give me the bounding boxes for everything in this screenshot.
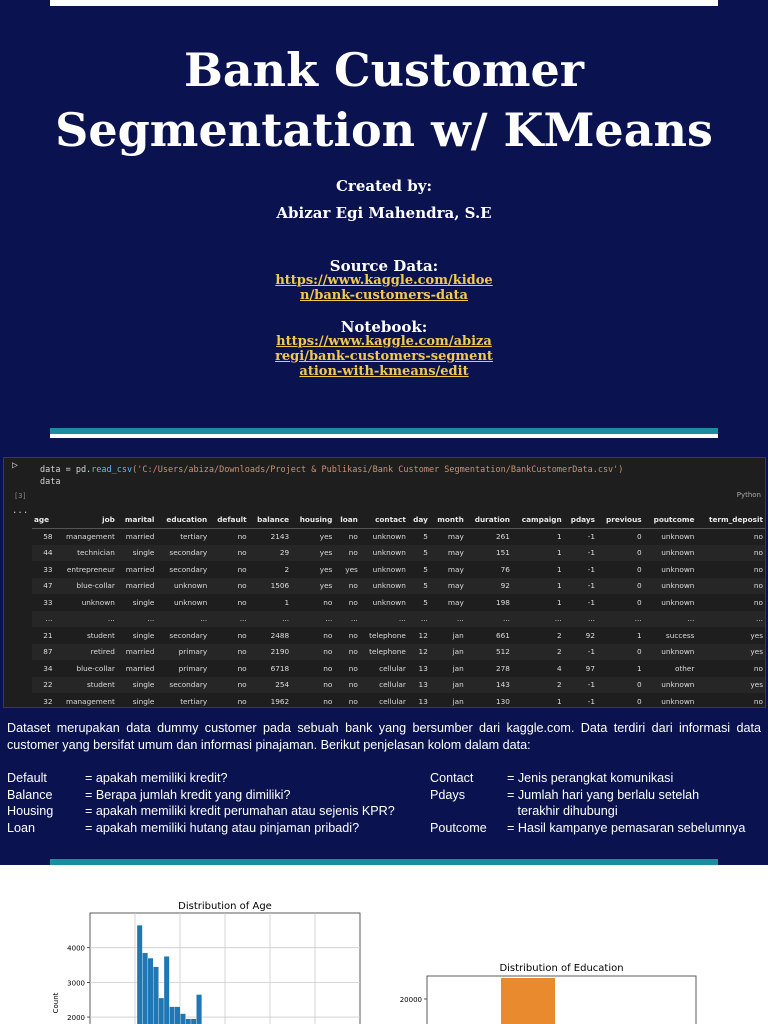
table-cell: 4 — [557, 663, 562, 673]
table-cell: 12 — [408, 644, 430, 661]
source-link-line-2[interactable]: n/bank-customers-data — [300, 288, 468, 303]
definition-item — [7, 803, 395, 820]
definition-value: = apakah memiliki kredit? — [85, 771, 228, 785]
table-cell: unknown — [174, 597, 208, 607]
table-cell: tertiary — [180, 532, 208, 541]
table-cell: yes — [319, 564, 333, 574]
table-cell: ... — [360, 611, 408, 628]
table-cell: 5 — [423, 597, 428, 607]
table-cell: no — [209, 545, 248, 562]
table-cell: cellular — [360, 677, 408, 694]
table-cell: no — [696, 545, 765, 562]
bar — [191, 1019, 196, 1024]
author-name: Abizar Egi Mahendra, S.E — [276, 204, 492, 222]
bar — [137, 925, 142, 1024]
table-cell: blue-collar — [76, 663, 115, 673]
table-cell: no — [237, 630, 247, 640]
table-cell: -1 — [564, 677, 597, 694]
table-cell: 0 — [636, 696, 642, 706]
table-cell: ... — [564, 611, 597, 628]
definition-value: = Jumlah hari yang berlalu setelah terakhir dihubungi — [507, 787, 700, 818]
table-cell: 13 — [418, 663, 428, 673]
table-cell: ... — [644, 611, 697, 628]
table-row — [32, 677, 765, 694]
table-cell: yes — [319, 532, 333, 541]
column-header-contact: contact — [360, 512, 408, 528]
age-distribution-chart — [0, 865, 400, 1024]
table-cell: 5 — [408, 545, 430, 562]
table-cell: management — [65, 532, 115, 541]
table-cell: jan — [430, 677, 466, 694]
table-cell: 2143 — [270, 532, 290, 541]
table-cell: no — [291, 644, 334, 661]
table-row — [32, 528, 765, 545]
code-string: ('C:/Users/abiza/Downloads/Project & Publikasi/Bank Customer Segmentation/BankCustomerData.csv') — [132, 465, 624, 475]
y-tick-label: 2000 — [67, 1014, 85, 1023]
table-cell: ... — [696, 611, 765, 628]
created-by-label: Created by: — [335, 177, 433, 195]
definition-key: Poutcome — [430, 820, 487, 835]
column-header-poutcome: poutcome — [644, 512, 697, 528]
definition-key: Housing — [7, 804, 54, 818]
table-cell: 92 — [585, 630, 595, 640]
table-cell: may — [447, 532, 464, 541]
table-cell: unknown — [661, 532, 695, 541]
definition-value: = apakah memiliki hutang atau pinjaman pribadi? — [85, 820, 360, 835]
table-cell: unknown — [644, 644, 697, 661]
table-row — [32, 627, 765, 644]
table-cell: 76 — [500, 564, 510, 574]
table-cell: married — [117, 644, 157, 661]
title-line-2: Segmentation w/ KMeans — [55, 103, 713, 157]
table-cell: 13 — [408, 677, 430, 694]
table-cell: ... — [430, 611, 466, 628]
column-header-pdays: pdays — [564, 512, 597, 528]
table-cell: ... — [512, 611, 564, 628]
definition-item — [430, 820, 768, 837]
bar — [153, 967, 158, 1024]
column-header-housing: housing — [291, 512, 334, 528]
notebook-label: Notebook: — [340, 318, 428, 336]
table-cell: 0 — [636, 532, 642, 541]
table-cell: married — [125, 564, 155, 574]
table-cell: no — [753, 696, 763, 706]
table-cell: yes — [345, 564, 358, 574]
code-function: read_csv — [91, 465, 133, 475]
table-cell: ... — [117, 611, 157, 628]
table-cell: 2488 — [270, 630, 290, 640]
table-cell: 151 — [466, 545, 512, 562]
table-cell: 33 — [43, 597, 53, 607]
table-cell: 1506 — [249, 578, 291, 595]
table-cell: unknown — [661, 597, 695, 607]
table-cell: secondary — [156, 677, 209, 694]
table-cell: secondary — [169, 564, 208, 574]
table-cell: 21 — [43, 630, 53, 640]
table-cell: no — [323, 630, 333, 640]
column-header-day: day — [408, 512, 430, 528]
column-header-marital: marital — [117, 512, 157, 528]
table-cell: 2 — [512, 677, 564, 694]
table-cell: 13 — [418, 696, 428, 706]
column-header-duration: duration — [466, 512, 512, 528]
code-block — [40, 464, 623, 488]
table-cell: success — [665, 630, 695, 640]
bar — [186, 1019, 191, 1024]
table-cell: may — [430, 578, 466, 595]
table-cell: 1 — [284, 597, 290, 607]
table-cell: 254 — [249, 677, 291, 694]
table-cell: blue-collar — [55, 578, 117, 595]
table-cell: 0 — [636, 564, 642, 574]
column-header-previous: previous — [597, 512, 644, 528]
table-cell: 1 — [557, 696, 562, 706]
column-header-default: default — [209, 512, 248, 528]
code-text: data = pd. — [40, 465, 92, 475]
table-cell: 261 — [495, 532, 510, 541]
table-cell: secondary — [156, 545, 209, 562]
column-header-loan: loan — [334, 512, 360, 528]
table-cell: no — [323, 597, 333, 607]
bar — [196, 995, 201, 1024]
table-cell: married — [125, 663, 155, 673]
table-cell: 5 — [423, 564, 428, 574]
table-cell: no — [237, 663, 247, 673]
table-row — [32, 611, 765, 628]
table-cell: unknown — [156, 578, 209, 595]
table-cell: ... — [597, 611, 644, 628]
table-cell: yes — [291, 578, 334, 595]
table-cell: student — [86, 630, 115, 640]
table-cell: -1 — [587, 597, 595, 607]
table-cell: unknown — [372, 597, 406, 607]
table-header-row — [32, 512, 765, 528]
table-cell: no — [334, 677, 360, 694]
table-cell: 2 — [512, 644, 564, 661]
table-row — [32, 561, 765, 578]
notebook-link-line-2[interactable]: regi/bank-customers-segment — [275, 349, 493, 364]
table-cell: no — [323, 663, 333, 673]
table-cell: 2 — [284, 564, 290, 574]
table-cell: no — [209, 677, 248, 694]
y-axis-label: Count — [52, 992, 60, 1014]
table-cell: primary — [156, 644, 209, 661]
notebook-link-line-1[interactable]: https://www.kaggle.com/abiza — [276, 334, 492, 349]
table-cell: ... — [291, 611, 334, 628]
table-cell: 32 — [43, 696, 53, 706]
plot-area — [427, 976, 696, 1024]
table-cell: 1 — [557, 532, 562, 541]
column-header-balance: balance — [249, 512, 291, 528]
table-row — [32, 545, 765, 562]
table-cell: telephone — [369, 630, 406, 640]
table-cell: 1 — [636, 630, 642, 640]
table-cell: unknown — [644, 578, 697, 595]
table-cell: -1 — [564, 545, 597, 562]
definition-item — [7, 787, 367, 804]
y-tick-label: 3000 — [67, 979, 85, 988]
table-cell: ... — [466, 611, 512, 628]
table-cell: unknown — [661, 696, 695, 706]
table-cell: 512 — [466, 644, 512, 661]
table-row — [32, 578, 765, 595]
table-cell: -1 — [587, 696, 595, 706]
table-cell: -1 — [564, 578, 597, 595]
table-cell: 0 — [597, 644, 644, 661]
table-cell: telephone — [360, 644, 408, 661]
definition-key: Pdays — [430, 787, 466, 802]
table-cell: no — [323, 696, 333, 706]
table-cell: no — [334, 578, 360, 595]
table-row — [32, 644, 765, 661]
bar — [175, 1007, 180, 1024]
table-cell: single — [117, 545, 157, 562]
table-cell: 1 — [557, 597, 562, 607]
table-cell: 1 — [512, 578, 564, 595]
table-cell: no — [348, 532, 358, 541]
table-cell: unknown — [360, 545, 408, 562]
table-cell: yes — [750, 630, 763, 640]
notebook-link[interactable] — [0, 334, 768, 379]
table-cell: single — [132, 630, 155, 640]
table-cell: retired — [55, 644, 117, 661]
table-cell: may — [430, 545, 466, 562]
cell-index: [3] — [14, 492, 27, 500]
definition-value: = Berapa jumlah kredit yang dimiliki? — [85, 787, 291, 802]
title-line-1: Bank Customer — [183, 43, 585, 97]
table-cell: tertiary — [180, 696, 208, 706]
table-cell: jan — [452, 663, 464, 673]
y-tick-label: 20000 — [400, 996, 422, 1004]
definition-key: Default — [7, 771, 47, 785]
y-tick-label: 4000 — [67, 944, 85, 953]
table-cell: no — [348, 630, 358, 640]
table-cell: 143 — [466, 677, 512, 694]
definition-value: = apakah memiliki kredit perumahan atau sejenis KPR? — [85, 804, 395, 818]
page-title — [0, 40, 768, 160]
table-body — [32, 528, 765, 710]
table-cell: married — [117, 578, 157, 595]
table-cell: no — [209, 644, 248, 661]
table-cell: ... — [156, 611, 209, 628]
definition-value: = Jenis perangkat komunikasi — [507, 771, 674, 785]
notebook-link-line-3[interactable]: ation-with-kmeans/edit — [299, 364, 469, 379]
table-cell: 44 — [32, 545, 55, 562]
table-cell: 198 — [495, 597, 510, 607]
table-cell: entrepreneur — [66, 564, 115, 574]
bar — [142, 953, 147, 1024]
table-cell: 12 — [418, 630, 428, 640]
table-cell: no — [209, 578, 248, 595]
table-cell: jan — [452, 696, 464, 706]
table-cell: 6718 — [270, 663, 290, 673]
column-header-term-deposit: term_deposit — [696, 512, 765, 528]
column-header-job: job — [55, 512, 117, 528]
table-cell: ... — [408, 611, 430, 628]
definition-key: Balance — [7, 787, 53, 802]
table-cell: 47 — [32, 578, 55, 595]
table-cell: 87 — [32, 644, 55, 661]
table-cell: ... — [334, 611, 360, 628]
table-cell: student — [55, 677, 117, 694]
table-cell: 92 — [466, 578, 512, 595]
table-cell: -1 — [587, 564, 595, 574]
table-cell: unknown — [372, 564, 406, 574]
table-cell: other — [674, 663, 695, 673]
table-cell: technician — [55, 545, 117, 562]
table-cell: 58 — [43, 532, 53, 541]
definition-key: Contact — [430, 771, 474, 785]
table-cell: 33 — [43, 564, 53, 574]
column-header-campaign: campaign — [512, 512, 564, 528]
definition-value: = Hasil kampanye pemasaran sebelumnya — [507, 820, 746, 835]
table-cell: yes — [696, 677, 765, 694]
table-cell: 0 — [597, 545, 644, 562]
table-cell: yes — [696, 644, 765, 661]
table-row — [32, 594, 765, 611]
dataframe-table — [32, 512, 765, 710]
definition-key: Loan — [7, 820, 36, 835]
table-cell: 2 — [557, 630, 562, 640]
table-cell: 0 — [597, 677, 644, 694]
table-cell: no — [334, 545, 360, 562]
table-cell: primary — [178, 663, 208, 673]
table-cell: single — [132, 696, 155, 706]
source-data-link[interactable] — [0, 273, 768, 303]
table-cell: 1 — [557, 564, 562, 574]
table-cell: no — [237, 564, 247, 574]
table-cell: no — [753, 564, 763, 574]
table-cell: management — [65, 696, 115, 706]
table-cell: ... — [249, 611, 291, 628]
table-cell: 2190 — [249, 644, 291, 661]
table-cell: jan — [430, 644, 466, 661]
table-cell: unknown — [644, 545, 697, 562]
table-cell: no — [753, 532, 763, 541]
code-line-2: data — [40, 477, 61, 487]
table-cell: single — [117, 677, 157, 694]
bar — [159, 998, 164, 1024]
table-cell: 1 — [512, 545, 564, 562]
table-cell: no — [348, 597, 358, 607]
table-cell: unknown — [644, 677, 697, 694]
bar — [164, 956, 169, 1024]
table-cell: ... — [55, 611, 117, 628]
bar — [169, 1007, 174, 1024]
table-row — [32, 660, 765, 677]
table-cell: no — [696, 578, 765, 595]
table-cell: 661 — [495, 630, 510, 640]
bar — [501, 978, 555, 1024]
table-cell: 5 — [423, 532, 428, 541]
table-cell: 22 — [32, 677, 55, 694]
table-row — [32, 693, 765, 710]
dataset-description: Dataset merupakan data dummy customer pada sebuah bank yang bersumber dari kaggle.com. Data terdiri dari informasi data customer yang bersifat umum dan informasi pinajaman. Berikut penjelasan kolom dalam data: — [7, 721, 761, 752]
table-cell: married — [125, 532, 155, 541]
definition-item — [7, 770, 367, 787]
table-cell: 97 — [585, 663, 595, 673]
table-cell: jan — [452, 630, 464, 640]
table-cell: cellular — [379, 663, 406, 673]
table-cell: unknown — [661, 564, 695, 574]
table-cell: may — [447, 564, 464, 574]
table-cell: may — [447, 597, 464, 607]
table-cell: 278 — [495, 663, 510, 673]
table-cell: -1 — [564, 644, 597, 661]
table-cell: no — [753, 597, 763, 607]
table-cell: 0 — [597, 578, 644, 595]
column-header-month: month — [430, 512, 466, 528]
table-cell: 5 — [408, 578, 430, 595]
table-cell: no — [753, 663, 763, 673]
bar — [180, 1014, 185, 1024]
cell-language: Python — [736, 491, 761, 499]
definition-item — [430, 787, 768, 820]
table-cell: 29 — [249, 545, 291, 562]
table-cell: ... — [209, 611, 248, 628]
table-cell: unknown — [81, 597, 115, 607]
ellipsis-icon[interactable]: ... — [12, 506, 29, 516]
table-cell: no — [334, 644, 360, 661]
column-header-education: education — [156, 512, 209, 528]
table-cell: 1962 — [270, 696, 290, 706]
table-cell: secondary — [169, 630, 208, 640]
table-cell: 0 — [636, 597, 642, 607]
source-link-line-1[interactable]: https://www.kaggle.com/kidoe — [275, 273, 493, 288]
definition-item — [430, 770, 768, 787]
education-distribution-chart — [400, 865, 768, 1024]
chart-title: Distribution of Age — [178, 901, 272, 912]
column-header-age: age — [32, 512, 55, 528]
bar — [148, 958, 153, 1024]
table-cell: -1 — [587, 532, 595, 541]
table-cell: no — [348, 696, 358, 706]
chart-title: Distribution of Education — [499, 963, 624, 974]
play-icon[interactable]: ▷ — [12, 460, 19, 471]
definition-item — [7, 820, 367, 837]
table-cell: 130 — [495, 696, 510, 706]
table-cell: 34 — [43, 663, 53, 673]
table-cell: unknown — [372, 532, 406, 541]
top-accent-bar — [50, 0, 718, 6]
table-cell: single — [132, 597, 155, 607]
table-cell: no — [237, 532, 247, 541]
table-cell: no — [237, 597, 247, 607]
charts-area — [0, 865, 768, 1024]
table-cell: cellular — [379, 696, 406, 706]
notebook-cell — [3, 457, 766, 708]
section-divider-white — [50, 434, 718, 438]
table-cell: yes — [291, 545, 334, 562]
table-cell: ... — [32, 611, 55, 628]
table-cell: no — [348, 663, 358, 673]
table-cell: 1 — [636, 663, 642, 673]
source-data-label: Source Data: — [329, 257, 439, 275]
table-cell: no — [291, 677, 334, 694]
table-cell: unknown — [360, 578, 408, 595]
table-cell: no — [237, 696, 247, 706]
